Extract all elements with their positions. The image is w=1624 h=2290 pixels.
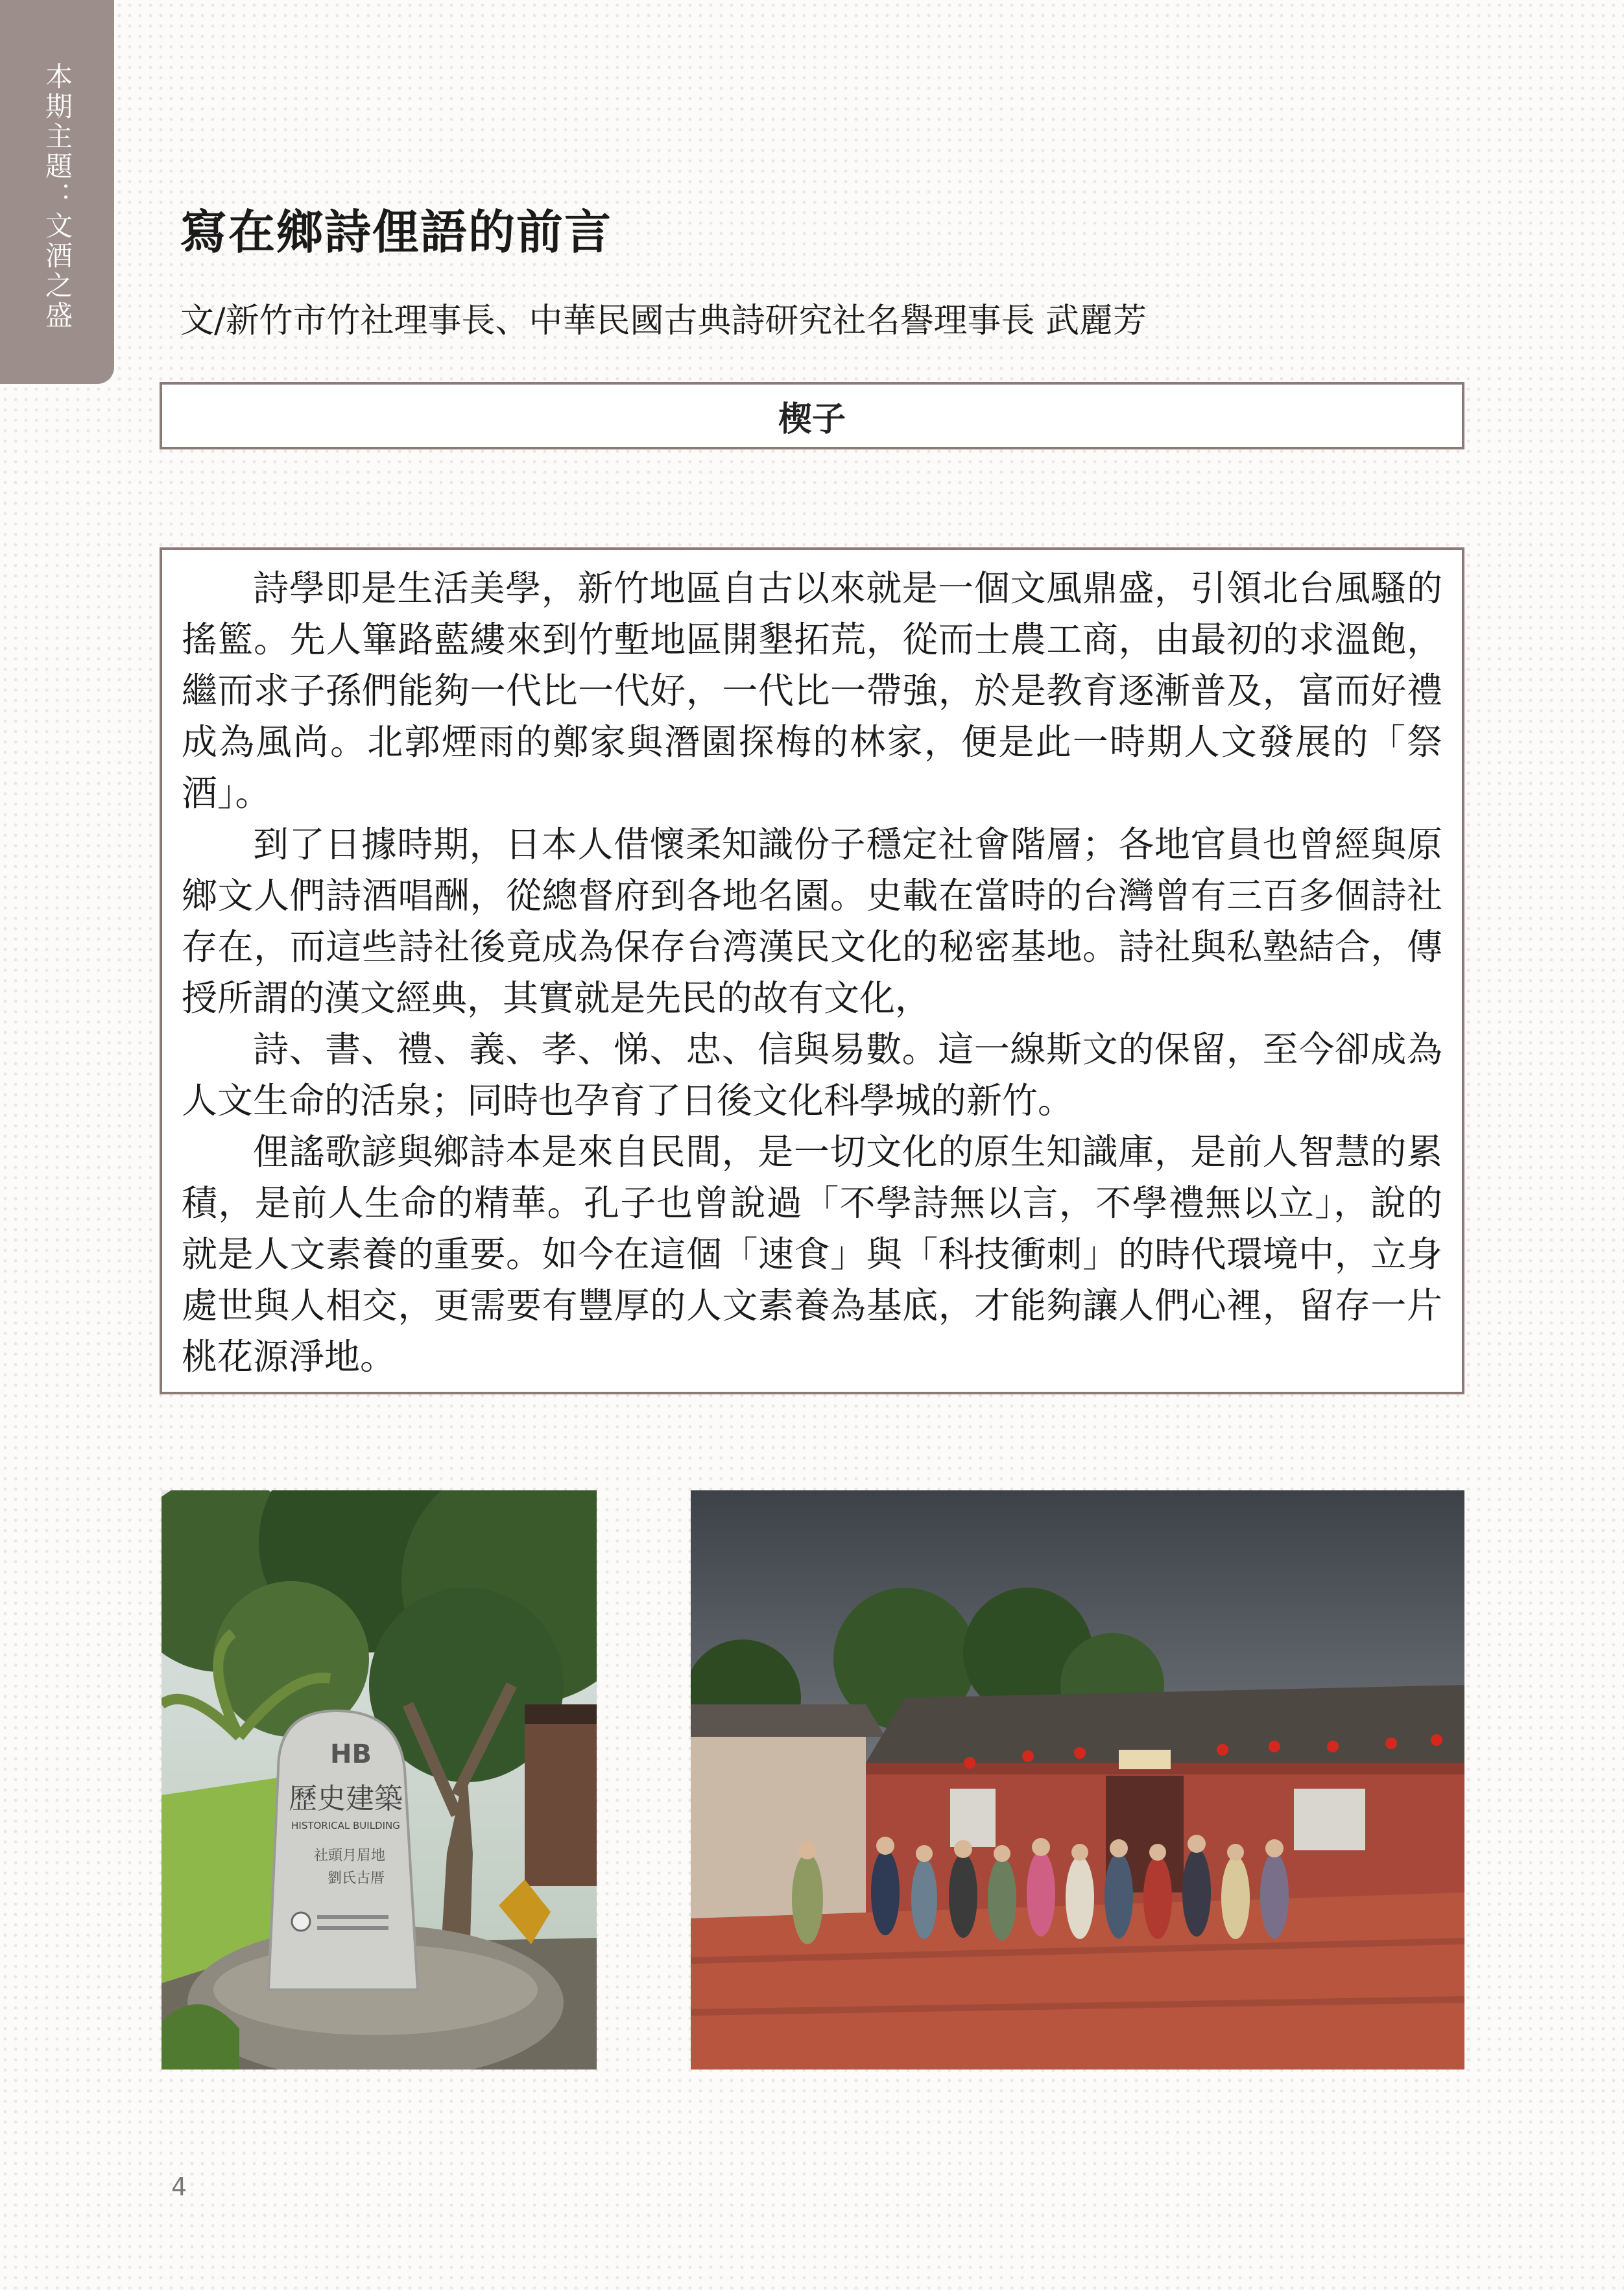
paragraph: 詩、書、禮、義、孝、悌、忠、信與易數。這一線斯文的保留，至今卻成為人文生命的活泉；同時也孕育了日後文化科學城的新竹。 bbox=[182, 1029, 1442, 1121]
group-photo-illustration bbox=[691, 1490, 1464, 2069]
stone-line: 社頭月眉地 bbox=[313, 1848, 386, 1864]
article-title: 寫在鄉詩俚語的前言 bbox=[180, 204, 613, 259]
stone-subtitle: HISTORICAL BUILDING bbox=[291, 1820, 400, 1831]
section-tab bbox=[0, 0, 114, 384]
stone-line: 劉氏古厝 bbox=[327, 1870, 385, 1887]
page-number: 4 bbox=[171, 2173, 187, 2201]
section-heading: 楔子 bbox=[778, 400, 846, 439]
stone-title: 歷史建築 bbox=[289, 1782, 403, 1815]
stone-marker-illustration bbox=[161, 1490, 597, 2069]
group-photo bbox=[691, 1490, 1464, 2069]
paragraph: 到了日據時期，日本人借懷柔知識份子穩定社會階層；各地官員也曾經與原鄉文人們詩酒唱酬，從總督府到各地名園。史載在當時的台灣曾有三百多個詩社存在，而這些詩社後竟成為保存台湾漢民文化的秘密基地。詩社與私塾結合，傳授所謂的漢文經典，其實就是先民的故有文化， bbox=[182, 824, 1442, 1019]
section-tab-label: 本期主題：文酒之盛 bbox=[42, 62, 73, 331]
historical-building-photo bbox=[161, 1490, 597, 2069]
paragraph: 詩學即是生活美學，新竹地區自古以來就是一個文風鼎盛，引領北台風騷的搖籃。先人篳路藍縷來到竹塹地區開墾拓荒，從而士農工商，由最初的求溫飽，繼而求子孫們能夠一代比一代好，一代比一帶強，於是教育逐漸普及，富而好禮成為風尚。北郭煙雨的鄭家與潛園探梅的林家，便是此一時期人文發展的「祭酒」。 bbox=[182, 567, 1442, 814]
article-byline: 文/新竹市竹社理事長、中華民國古典詩研究社名譽理事長 武麗芳 bbox=[180, 302, 1147, 340]
svg-text:HB: HB bbox=[330, 1739, 372, 1769]
article-body bbox=[160, 547, 1464, 1394]
section-heading-box bbox=[160, 382, 1464, 449]
paragraph: 俚謠歌諺與鄉詩本是來自民間，是一切文化的原生知識庫，是前人智慧的累積，是前人生命的精華。孔子也曾說過「不學詩無以言，不學禮無以立」，說的就是人文素養的重要。如今在這個「速食」與「科技衝刺」的時代環境中，立身處世與人相交，更需要有豐厚的人文素養為基底，才能夠讓人們心裡，留存一片桃花源淨地。 bbox=[182, 1131, 1442, 1378]
